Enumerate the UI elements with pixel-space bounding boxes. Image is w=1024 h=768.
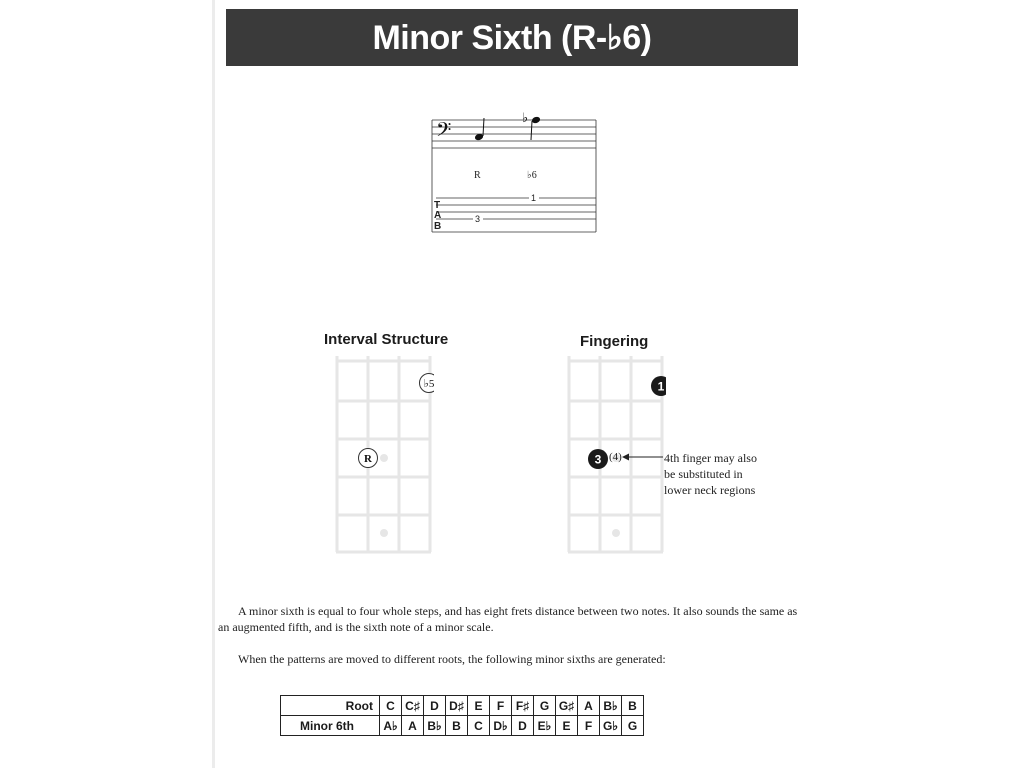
svg-text:♭5: ♭5 [423,378,434,390]
table-cell: G [534,696,556,716]
table-cell: F♯ [512,696,534,716]
finger-marker-1 [651,376,666,396]
marker-root [359,449,378,468]
finger-marker-3 [588,449,608,469]
svg-text:R: R [364,453,372,465]
tab-number-1: 1 [531,193,537,203]
table-cell: C♯ [402,696,424,716]
tab-letter-b: B [434,221,442,232]
alternate-finger-label: (4) [609,451,622,463]
page-title: Minor Sixth (R-♭6) [226,9,798,66]
table-row [281,696,644,716]
fingering-note-line: lower neck regions [664,483,756,497]
page-gutter [212,0,215,768]
table-cell: B♭ [424,716,446,736]
table-cell: B♭ [600,696,622,716]
fingering-note-line: 4th finger may also [664,451,757,465]
fingering-note-line: be substituted in [664,467,743,481]
tab-number-3: 3 [475,214,481,224]
fingering-heading: Fingering [580,333,649,350]
note-flat-sixth [531,116,541,140]
table-cell: C [468,716,490,736]
table-cell: A♭ [380,716,402,736]
note-root [474,118,484,141]
table-cell: G [622,716,644,736]
table-row [281,716,644,736]
table-cell: E [468,696,490,716]
interval-structure-heading: Interval Structure [324,331,449,348]
table-cell: D [512,716,534,736]
table-cell: E [556,716,578,736]
table-cell: B [446,716,468,736]
table-cell: A [402,716,424,736]
marker-flat-fifth [420,374,435,393]
paragraph-description: A minor sixth is equal to four whole steps, and has eight frets distance between two notes. It also sounds the same as an augmented fifth, and is the sixth note of a minor scale. [218,604,798,634]
table-cell: D♭ [490,716,512,736]
arrow-left-icon [622,451,664,463]
table-cell: D♯ [446,696,468,716]
table-cell: D [424,696,446,716]
table-row-label: Minor 6th [281,716,380,736]
bass-clef-icon: 𝄢 [436,118,452,146]
table-cell: C [380,696,402,716]
interval-label-flat-sixth: ♭6 [527,170,537,181]
interval-label-root: R [474,170,481,181]
fingering-note [664,450,784,498]
table-cell: G♯ [556,696,578,716]
tab-letter-a: A [434,210,442,221]
table-row-label: Root [281,696,380,716]
paragraph-patterns: When the patterns are moved to different roots, the following minor sixths are generated: [238,652,666,666]
svg-text:1: 1 [657,379,665,394]
table-cell: G♭ [600,716,622,736]
tab-letter-t: T [434,200,441,211]
minor-sixth-table [280,695,644,736]
flat-sign: ♭ [522,111,529,126]
staff-tab-notation [430,108,600,236]
table-cell: B [622,696,644,716]
table-cell: A [578,696,600,716]
table-cell: E♭ [534,716,556,736]
svg-text:3: 3 [594,452,602,467]
interval-structure-fretboard [334,356,434,556]
table-cell: F [578,716,600,736]
table-cell: F [490,696,512,716]
